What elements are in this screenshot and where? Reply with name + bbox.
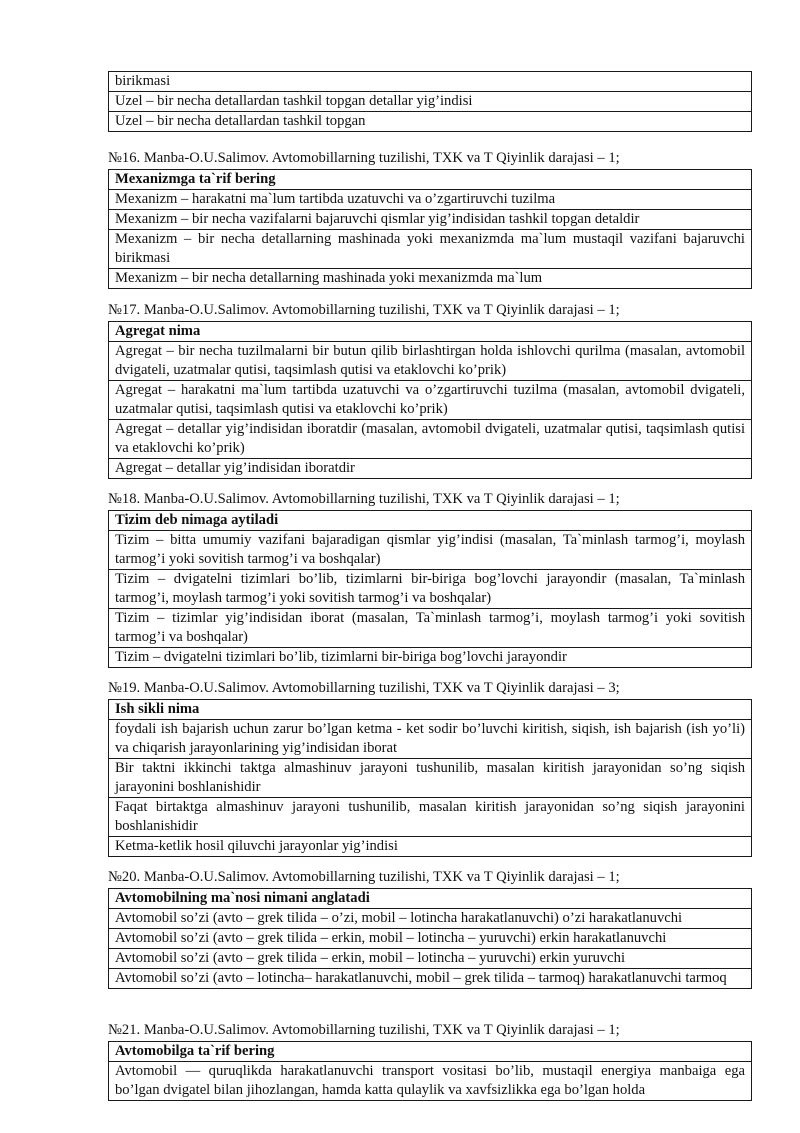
question-16 xyxy=(108,150,752,289)
table-row xyxy=(109,1062,752,1101)
table-row xyxy=(109,909,752,929)
question-text: Tizim deb nimaga aytiladi xyxy=(109,511,752,531)
answer-option: Mexanizm – bir necha detallarning mashinada yoki mexanizmda ma`lum mustaqil vazifani bajaruvchi birikmasi xyxy=(109,230,752,269)
table-row xyxy=(109,609,752,648)
table-row xyxy=(109,420,752,459)
question-text: Mexanizmga ta`rif bering xyxy=(109,170,752,190)
answer-option: Mexanizm – bir necha vazifalarni bajaruvchi qismlar yig’indisidan tashkil topgan detaldir xyxy=(109,210,752,230)
answer-option: Agregat – detallar yig’indisidan iboratdir xyxy=(109,459,752,479)
answer-table xyxy=(108,1041,752,1101)
answer-option: foydali ish bajarish uchun zarur bo’lgan ketma - ket sodir bo’luvchi kiritish, siqish, ish bajarish (ish yo’li) va chiqarish jarayonlarining yig’indisidan iborat xyxy=(109,720,752,759)
table-row xyxy=(109,72,752,92)
table-row xyxy=(109,837,752,857)
table-row xyxy=(109,798,752,837)
top-answer-table xyxy=(108,71,752,132)
answer-option: Uzel – bir necha detallardan tashkil topgan detallar yig’indisi xyxy=(109,92,752,112)
table-row xyxy=(109,210,752,230)
table-row xyxy=(109,759,752,798)
question-header: №17. Manba-O.U.Salimov. Avtomobillarning tuzilishi, TXK va T Qiyinlik darajasi – 1; xyxy=(108,302,620,318)
table-row xyxy=(109,112,752,132)
top-table-block xyxy=(108,71,752,132)
answer-option: Avtomobil — quruqlikda harakatlanuvchi transport vositasi bo’lib, mustaqil energiya manbaiga ega bo’lgan dvigatel bilan jihozlangan, hamda katta qulaylik va xavfsizlikka ega bo’lgan holda xyxy=(109,1062,752,1101)
table-row xyxy=(109,648,752,668)
table-row xyxy=(109,92,752,112)
answer-option: Ketma-ketlik hosil qiluvchi jarayonlar yig’indisi xyxy=(109,837,752,857)
question-header: №19. Manba-O.U.Salimov. Avtomobillarning tuzilishi, TXK va T Qiyinlik darajasi – 3; xyxy=(108,680,620,696)
table-row xyxy=(109,381,752,420)
answer-table xyxy=(108,510,752,668)
answer-table xyxy=(108,169,752,289)
question-text: Agregat nima xyxy=(109,322,752,342)
table-row xyxy=(109,700,752,720)
answer-option: Faqat birtaktga almashinuv jarayoni tushunilib, masalan kiritish jarayonidan so’ng siqish jarayonini boshlanishidir xyxy=(109,798,752,837)
answer-option: Bir taktni ikkinchi taktga almashinuv jarayoni tushunilib, masalan kiritish jarayonidan so’ng siqish jarayonini boshlanishidir xyxy=(109,759,752,798)
answer-option: Tizim – dvigatelni tizimlari bo’lib, tizimlarni bir-biriga bog’lovchi jarayondir (masalan, Ta`minlash tarmog’i, moylash tarmog’i yoki sovitish tarmog’i va boshqalar) xyxy=(109,570,752,609)
table-row xyxy=(109,570,752,609)
answer-option: Agregat – bir necha tuzilmalarni bir butun qilib birlashtirgan holda ishlovchi qurilma (masalan, avtomobil dvigateli, uzatmalar qutisi, taqsimlash qutisi va etaklovchi ko’prik) xyxy=(109,342,752,381)
table-row xyxy=(109,511,752,531)
answer-option: Mexanizm – harakatni ma`lum tartibda uzatuvchi va o’zgartiruvchi tuzilma xyxy=(109,190,752,210)
question-20 xyxy=(108,869,752,989)
question-text: Avtomobilga ta`rif bering xyxy=(109,1042,752,1062)
answer-option: Avtomobil so’zi (avto – lotincha– harakatlanuvchi, mobil – grek tilida – tarmoq) harakatlanuvchi tarmoq xyxy=(109,969,752,989)
table-row xyxy=(109,720,752,759)
table-row xyxy=(109,531,752,570)
table-row xyxy=(109,949,752,969)
answer-option: Agregat – detallar yig’indisidan iboratdir (masalan, avtomobil dvigateli, uzatmalar qutisi, taqsimlash qutisi va etaklovchi ko’prik) xyxy=(109,420,752,459)
table-row xyxy=(109,929,752,949)
question-text: Ish sikli nima xyxy=(109,700,752,720)
answer-option: Tizim – dvigatelni tizimlari bo’lib, tizimlarni bir-biriga bog’lovchi jarayondir xyxy=(109,648,752,668)
answer-table xyxy=(108,699,752,857)
answer-option: Avtomobil so’zi (avto – grek tilida – erkin, mobil – lotincha – yuruvchi) erkin yuruvchi xyxy=(109,949,752,969)
answer-option: Tizim – tizimlar yig’indisidan iborat (masalan, Ta`minlash tarmog’i, moylash tarmog’i yoki sovitish tarmog’i va boshqalar) xyxy=(109,609,752,648)
answer-table xyxy=(108,888,752,989)
answer-table xyxy=(108,321,752,479)
table-row xyxy=(109,459,752,479)
table-row xyxy=(109,230,752,269)
answer-option: Uzel – bir necha detallardan tashkil topgan xyxy=(109,112,752,132)
table-row xyxy=(109,170,752,190)
question-17 xyxy=(108,302,752,479)
question-21 xyxy=(108,1022,752,1101)
answer-option: Mexanizm – bir necha detallarning mashinada yoki mexanizmda ma`lum xyxy=(109,269,752,289)
table-row xyxy=(109,889,752,909)
question-header: №20. Manba-O.U.Salimov. Avtomobillarning tuzilishi, TXK va T Qiyinlik darajasi – 1; xyxy=(108,869,620,885)
answer-option: birikmasi xyxy=(109,72,752,92)
question-header: №21. Manba-O.U.Salimov. Avtomobillarning tuzilishi, TXK va T Qiyinlik darajasi – 1; xyxy=(108,1022,620,1038)
table-row xyxy=(109,269,752,289)
table-row xyxy=(109,322,752,342)
table-row xyxy=(109,342,752,381)
question-19 xyxy=(108,680,752,857)
question-header: №16. Manba-O.U.Salimov. Avtomobillarning tuzilishi, TXK va T Qiyinlik darajasi – 1; xyxy=(108,150,620,166)
answer-option: Tizim – bitta umumiy vazifani bajaradigan qismlar yig’indisi (masalan, Ta`minlash tarmog’i, moylash tarmog’i yoki sovitish tarmog’i va boshqalar) xyxy=(109,531,752,570)
table-row xyxy=(109,1042,752,1062)
question-text: Avtomobilning ma`nosi nimani anglatadi xyxy=(109,889,752,909)
answer-option: Agregat – harakatni ma`lum tartibda uzatuvchi va o’zgartiruvchi tuzilma (masalan, avtomobil dvigateli, uzatmalar qutisi, taqsimlash qutisi va etaklovchi ko’prik) xyxy=(109,381,752,420)
answer-option: Avtomobil so’zi (avto – grek tilida – erkin, mobil – lotincha – yuruvchi) erkin harakatlanuvchi xyxy=(109,929,752,949)
question-header: №18. Manba-O.U.Salimov. Avtomobillarning tuzilishi, TXK va T Qiyinlik darajasi – 1; xyxy=(108,491,620,507)
table-row xyxy=(109,969,752,989)
table-row xyxy=(109,190,752,210)
question-18 xyxy=(108,491,752,668)
answer-option: Avtomobil so’zi (avto – grek tilida – o’zi, mobil – lotincha harakatlanuvchi) o’zi harakatlanuvchi xyxy=(109,909,752,929)
